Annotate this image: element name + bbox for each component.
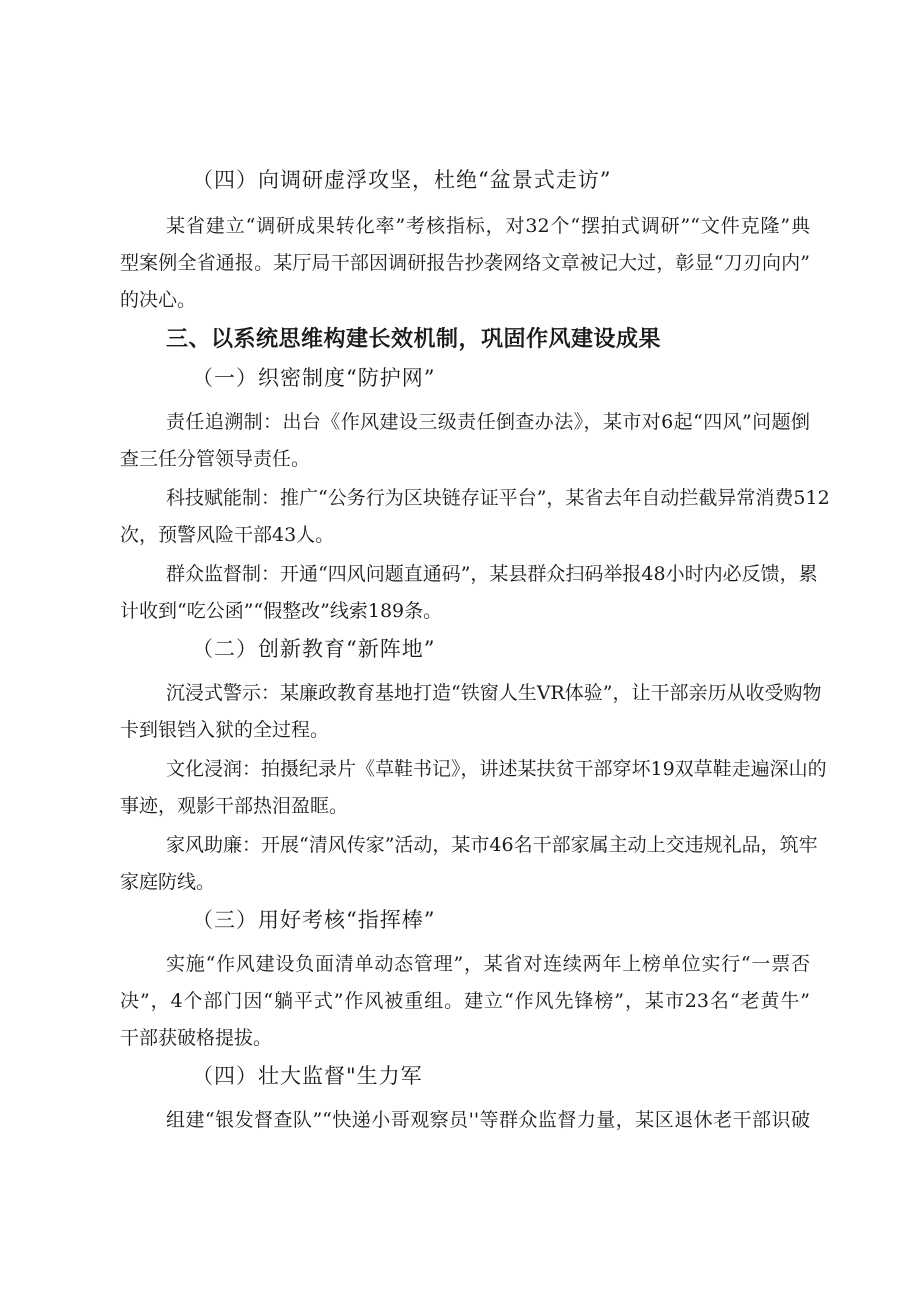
paragraph-line: 家庭防线。 [120,871,216,893]
sub-heading-education: （二）创新教育“新阵地” [192,637,436,661]
paragraph-line: 事迹，观影干部热泪盈眶。 [120,795,349,817]
paragraph-line: 组建“银发督查队”“快递小哥观察员''等群众监督力量，某区退休老干部识破 [166,1109,810,1131]
paragraph-line: 文化浸润：拍摄纪录片《草鞋书记》，讲述某扶贫干部穿坏19双草鞋走遍深山的 [166,758,827,780]
paragraph-line: 科技赋能制：推广“公务行为区块链存证平台”，某省去年自动拦截异常消费512 [166,487,830,509]
paragraph-line: 群众监督制：开通“四风问题直通码”，某县群众扫码举报48小时内必反馈，累 [166,563,818,585]
sub-heading-research: （四）向调研虚浮攻坚，杜绝“盆景式走访” [192,168,612,192]
paragraph-line: 家风助廉：开展“清风传家”活动，某市46名干部家属主动上交违规礼品，筑牢 [166,834,818,856]
paragraph-line: 干部获破格提拔。 [120,1027,273,1049]
paragraph-line: 计收到“吃公函”“假整改”线索189条。 [120,600,443,622]
sub-heading-system: （一）织密制度“防护网” [192,366,436,390]
paragraph-line: 的决心。 [120,289,197,311]
paragraph-line: 责任追溯制：出台《作风建设三级责任倒查办法》，某市对6起“四风”问题倒 [166,411,810,433]
paragraph-line: 实施“作风建设负面清单动态管理”，某省对连续两年上榜单位实行“一票否 [166,953,810,975]
paragraph-line: 查三任分管领导责任。 [120,448,311,470]
paragraph-line: 卡到银铛入狱的全过程。 [120,719,330,741]
paragraph-line: 型案例全省通报。某厅局干部因调研报告抄袭网络文章被记大过，彰显“刀刃向内” [120,252,810,274]
section-heading-3: 三、以系统思维构建长效机制，巩固作风建设成果 [166,327,662,352]
paragraph-line: 次，预警风险干部43人。 [120,524,335,546]
sub-heading-assessment: （三）用好考核“指挥棒” [192,908,436,932]
sub-heading-supervision: （四）壮大监督"生力军 [192,1064,423,1088]
paragraph-line: 决”，4个部门因“躺平式”作风被重组。建立“作风先锋榜”，某市23名“老黄牛” [120,990,810,1012]
paragraph-line: 某省建立“调研成果转化率”考核指标，对32个“摆拍式调研”“文件克隆”典 [166,215,810,237]
paragraph-line: 沉浸式警示：某廉政教育基地打造“铁窗人生VR体验”，让干部亲历从收受购物 [166,682,822,704]
